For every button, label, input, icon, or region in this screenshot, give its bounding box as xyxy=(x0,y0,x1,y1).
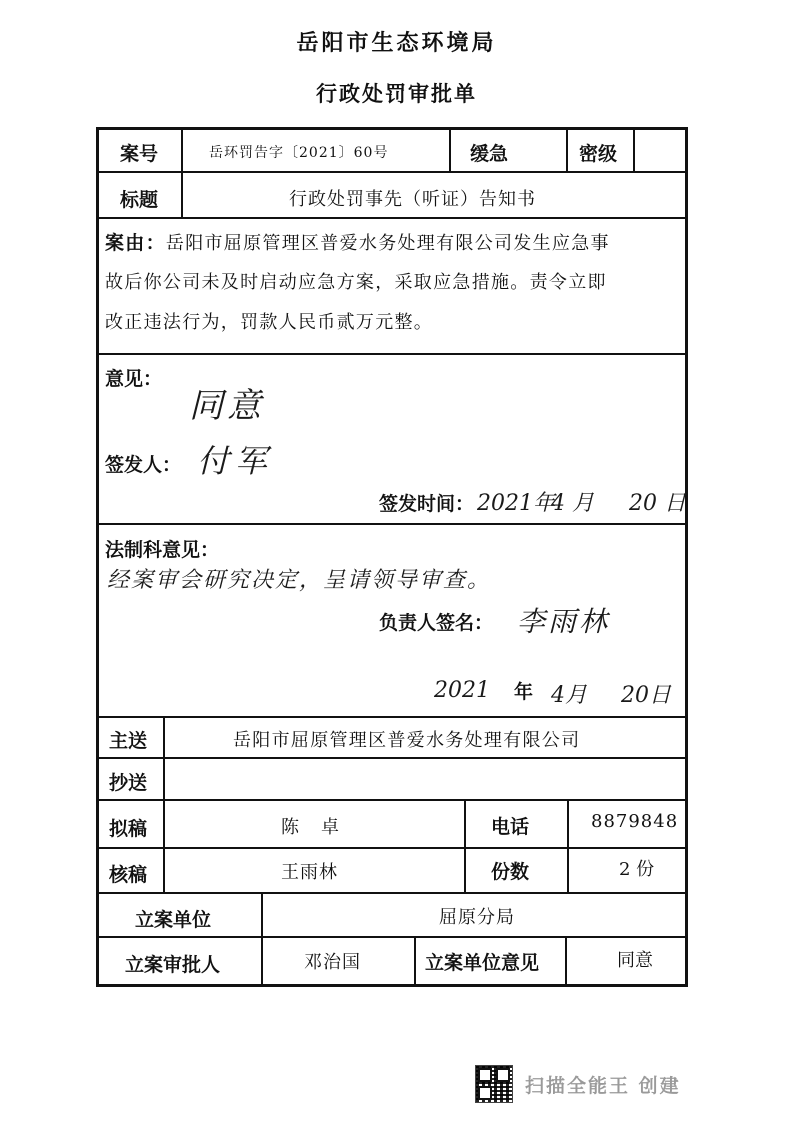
phone-label: 电话 xyxy=(491,816,530,838)
vline-filing-label xyxy=(261,892,263,984)
checker-value: 王雨林 xyxy=(281,862,338,883)
title-label: 标题 xyxy=(120,189,159,211)
filing-approver-value: 邓治国 xyxy=(304,952,361,973)
vline-urgency-right xyxy=(566,130,568,171)
org-title: 岳阳市生态环境局 xyxy=(296,30,497,56)
drafter-value: 陈 卓 xyxy=(281,817,341,838)
drafter-label: 拟稿 xyxy=(109,818,148,840)
doc-title: 行政处罚审批单 xyxy=(316,81,477,106)
legal-date-month: 4月 xyxy=(551,683,587,708)
approval-form xyxy=(96,127,688,987)
reason-line-1 xyxy=(105,223,610,264)
vline-secrecy-right xyxy=(633,130,635,171)
filing-unit-opinion-label: 立案单位意见 xyxy=(425,952,540,974)
signer-label: 签发人： xyxy=(105,454,182,476)
vline-case-label xyxy=(181,130,183,217)
qr-code-icon xyxy=(475,1065,513,1103)
legal-date-year-suffix: 年 xyxy=(514,681,534,703)
case-no-value: 岳环罚告字〔2021〕60号 xyxy=(209,145,389,161)
reason-text-1: 岳阳市屈原管理区普爱水务处理有限公司发生应急事 xyxy=(165,233,610,254)
watermark-text: 扫描全能王 创建 xyxy=(525,1074,681,1097)
legal-date-year: 2021 xyxy=(434,678,490,703)
line-main-bottom xyxy=(99,757,685,759)
sign-time-month: 4 月 xyxy=(551,491,594,516)
legal-date-day: 20日 xyxy=(621,683,671,708)
filing-unit-value: 屈原分局 xyxy=(439,907,515,928)
cc-label: 抄送 xyxy=(109,772,148,794)
main-send-value: 岳阳市屈原管理区普爱水务处理有限公司 xyxy=(233,730,581,751)
opinion-label: 意见： xyxy=(105,368,163,390)
scanner-watermark xyxy=(475,1064,681,1104)
line-checker-bottom xyxy=(99,892,685,894)
legal-handwritten: 经案审会研究决定，呈请领导审查。 xyxy=(107,568,492,593)
line-legal-bottom xyxy=(99,716,685,718)
title-value: 行政处罚事先（听证）告知书 xyxy=(289,189,536,210)
vline-filing-mid xyxy=(414,936,416,984)
filing-unit-opinion-value: 同意 xyxy=(617,950,653,971)
line-unit-bottom xyxy=(99,936,685,938)
copies-label: 份数 xyxy=(491,861,530,883)
responsible-label: 负责人签名： xyxy=(379,612,494,634)
line-reason-bottom xyxy=(99,353,685,355)
line-row2-bottom xyxy=(99,217,685,219)
legal-label: 法制科意见： xyxy=(105,539,220,561)
responsible-handwritten: 李雨林 xyxy=(517,605,611,638)
case-no-label: 案号 xyxy=(120,143,159,165)
copies-value: 2 份 xyxy=(619,859,655,880)
checker-label: 核稿 xyxy=(109,864,148,886)
urgency-label: 缓急 xyxy=(470,143,509,165)
vline-draft-right xyxy=(567,799,569,892)
line-cc-bottom xyxy=(99,799,685,801)
phone-value: 8879848 xyxy=(591,811,679,832)
sign-time-year: 2021年 xyxy=(477,491,555,516)
opinion-handwritten: 同意 xyxy=(189,386,265,426)
line-row1-bottom xyxy=(99,171,685,173)
reason-label: 案由： xyxy=(105,232,166,254)
secrecy-label: 密级 xyxy=(579,143,618,165)
main-send-label: 主送 xyxy=(109,730,148,752)
line-opinion-bottom xyxy=(99,523,685,525)
vline-urgency-left xyxy=(449,130,451,171)
sign-time-label: 签发时间： xyxy=(379,493,475,515)
vline-draft-mid xyxy=(464,799,466,892)
vline-send-label xyxy=(163,716,165,892)
line-drafter-bottom xyxy=(99,847,685,849)
filing-approver-label: 立案审批人 xyxy=(125,954,221,976)
signer-handwritten: 付军 xyxy=(197,442,274,480)
reason-line-3: 改正违法行为，罚款人民币贰万元整。 xyxy=(105,312,434,333)
filing-unit-label: 立案单位 xyxy=(135,909,212,931)
vline-filing-right xyxy=(565,936,567,984)
reason-line-2: 故后你公司未及时启动应急方案，采取应急措施。责令立即 xyxy=(105,272,607,293)
sign-time-day: 20 日 xyxy=(629,491,686,516)
